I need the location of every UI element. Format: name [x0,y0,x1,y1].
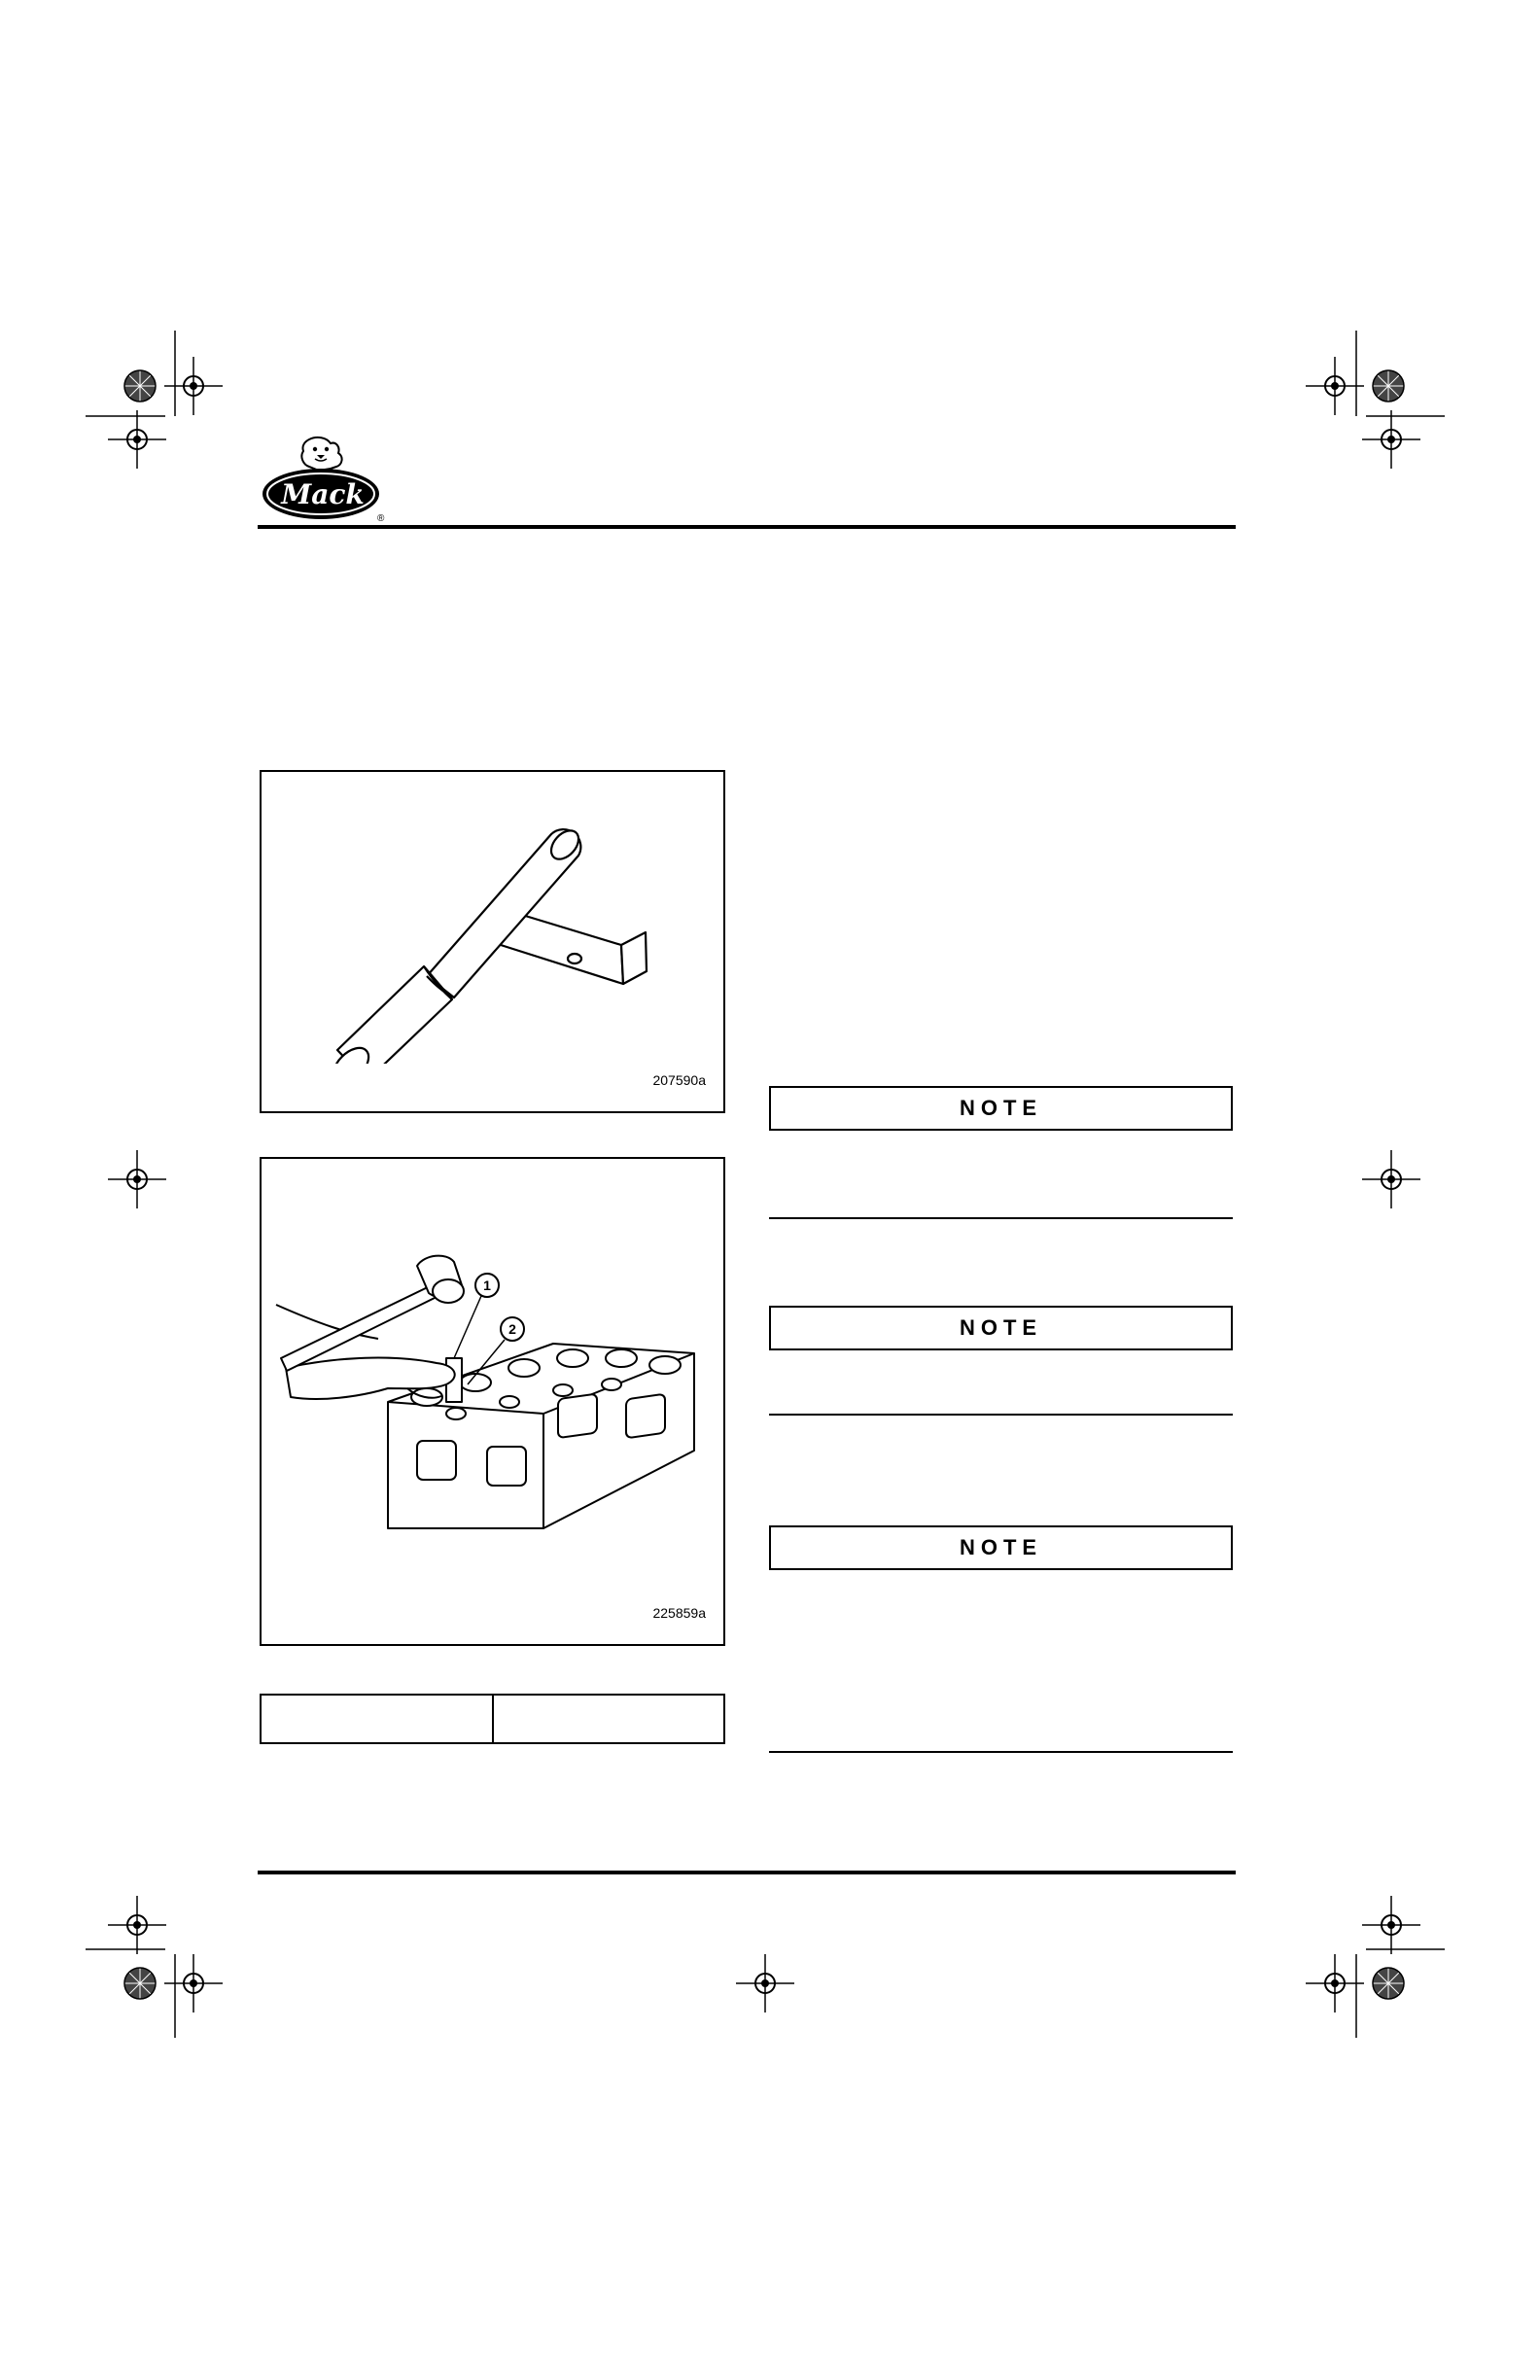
crosshair-registration-icon [1362,1150,1420,1208]
note-heading: NOTE [769,1306,1233,1350]
crosshair-registration-icon [108,410,166,469]
crosshair-registration-icon [164,1954,223,2012]
crosshair-registration-icon [164,357,223,415]
crosshair-registration-icon [1362,410,1420,469]
note-end-rule [769,1217,1233,1219]
calibration-target-icon [124,1968,156,1999]
crosshair-registration-icon [1362,1896,1420,1954]
table-cell [492,1696,724,1742]
figure-reference-table [260,1694,725,1744]
t-handle-tool-illustration [262,772,723,1064]
mack-logo [261,436,387,525]
cylinder-head-hammer-illustration [262,1159,723,1645]
callout-1: 1 [483,1278,491,1293]
figure-t-handle-tool [260,770,725,1113]
note-heading: NOTE [769,1086,1233,1131]
note-end-rule [769,1751,1233,1753]
crosshair-registration-icon [1306,357,1364,415]
bulldog-logo-icon [301,438,341,471]
svg-text:®: ® [377,513,385,524]
callout-2: 2 [508,1321,516,1337]
note-end-rule [769,1414,1233,1416]
calibration-target-icon [124,370,156,402]
svg-text:Mack: Mack [281,478,365,510]
figure-code: 207590a [652,1072,706,1088]
calibration-target-icon [1373,1968,1404,1999]
crosshair-registration-icon [1306,1954,1364,2012]
crosshair-registration-icon [736,1954,794,2012]
note-heading: NOTE [769,1525,1233,1570]
table-cell [262,1696,492,1742]
figure-cylinder-head [260,1157,725,1646]
calibration-target-icon [1373,370,1404,402]
crosshair-registration-icon [108,1150,166,1208]
figure-code: 225859a [652,1605,706,1621]
header-rule [258,525,1236,529]
footer-rule [258,1871,1236,1874]
crosshair-registration-icon [108,1896,166,1954]
